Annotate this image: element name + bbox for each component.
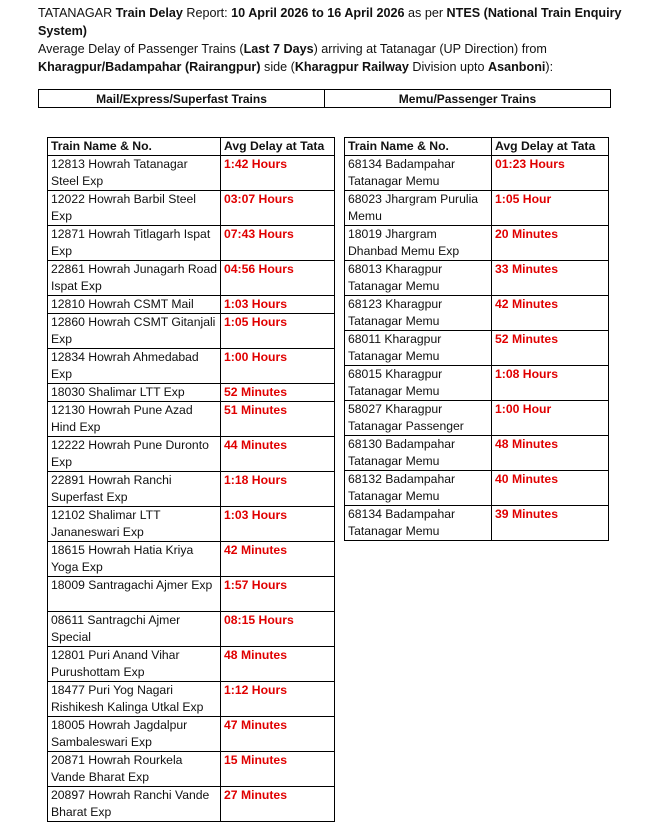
- train-name-cell: 68013 Kharagpur Tatanagar Memu: [345, 261, 492, 296]
- avg-delay-cell: 1:05 Hours: [221, 314, 335, 349]
- train-name-cell: 18030 Shalimar LTT Exp: [48, 384, 221, 402]
- avg-delay-cell: 1:42 Hours: [221, 156, 335, 191]
- table-row: [48, 349, 335, 384]
- intro-text: side (: [260, 60, 295, 74]
- train-name-cell: 08611 Santragchi Ajmer Special: [48, 612, 221, 647]
- intro-text: TATANAGAR: [38, 6, 116, 20]
- intro-text: ):: [545, 60, 554, 74]
- table-row: [48, 226, 335, 261]
- train-name-cell: 12810 Howrah CSMT Mail: [48, 296, 221, 314]
- table-row: [48, 261, 335, 296]
- table-row: [345, 471, 609, 506]
- table-row: [48, 296, 335, 314]
- avg-delay-cell: 42 Minutes: [492, 296, 609, 331]
- intro-text: ) arriving at Tatanagar (UP Direction) from: [313, 42, 547, 56]
- train-name-cell: 18615 Howrah Hatia Kriya Yoga Exp: [48, 542, 221, 577]
- train-name-cell: 68023 Jhargram Purulia Memu: [345, 191, 492, 226]
- train-name-cell: 12871 Howrah Titlagarh Ispat Exp: [48, 226, 221, 261]
- table-row: [48, 752, 335, 787]
- avg-delay-cell: 1:05 Hour: [492, 191, 609, 226]
- category-mail-express: Mail/Express/Superfast Trains: [39, 90, 325, 108]
- train-name-cell: 22861 Howrah Junagarh Road Ispat Exp: [48, 261, 221, 296]
- train-name-cell: 12834 Howrah Ahmedabad Exp: [48, 349, 221, 384]
- train-name-cell: 12860 Howrah CSMT Gitanjali Exp: [48, 314, 221, 349]
- train-name-cell: 20897 Howrah Ranchi Vande Bharat Exp: [48, 787, 221, 822]
- train-name-cell: 68123 Kharagpur Tatanagar Memu: [345, 296, 492, 331]
- avg-delay-cell: 1:00 Hours: [221, 349, 335, 384]
- avg-delay-cell: 08:15 Hours: [221, 612, 335, 647]
- category-memu-passenger: Memu/Passenger Trains: [325, 90, 611, 108]
- table-row: [48, 682, 335, 717]
- intro-bold: Kharagpur Railway: [294, 60, 409, 74]
- train-name-cell: 18005 Howrah Jagdalpur Sambaleswari Exp: [48, 717, 221, 752]
- table-row: [345, 506, 609, 541]
- report-intro: [38, 4, 638, 76]
- category-header-table: [38, 89, 611, 108]
- train-name-cell: 12813 Howrah Tatanagar Steel Exp: [48, 156, 221, 191]
- train-name-cell: 68134 Badampahar Tatanagar Memu: [345, 506, 492, 541]
- intro-bold: NTES (National Train Enquiry System): [38, 6, 622, 38]
- intro-text: Division upto: [408, 60, 489, 74]
- train-name-cell: 68015 Kharagpur Tatanagar Memu: [345, 366, 492, 401]
- avg-delay-cell: 04:56 Hours: [221, 261, 335, 296]
- avg-delay-cell: 48 Minutes: [221, 647, 335, 682]
- train-name-cell: 12130 Howrah Pune Azad Hind Exp: [48, 402, 221, 437]
- avg-delay-cell: 1:00 Hour: [492, 401, 609, 436]
- intro-text: as per: [404, 6, 447, 20]
- avg-delay-cell: 52 Minutes: [221, 384, 335, 402]
- table-row: [48, 156, 335, 191]
- avg-delay-cell: 01:23 Hours: [492, 156, 609, 191]
- table-row: [48, 612, 335, 647]
- train-name-cell: 12801 Puri Anand Vihar Purushottam Exp: [48, 647, 221, 682]
- table-row: [345, 331, 609, 366]
- table-row: [345, 401, 609, 436]
- avg-delay-cell: 15 Minutes: [221, 752, 335, 787]
- intro-bold: Last 7 Days: [243, 42, 314, 56]
- avg-delay-cell: 07:43 Hours: [221, 226, 335, 261]
- table-row: [48, 402, 335, 437]
- table-row: [48, 472, 335, 507]
- table-row: [48, 647, 335, 682]
- table-row: [345, 156, 609, 191]
- table-row: [48, 191, 335, 226]
- avg-delay-cell: 1:03 Hours: [221, 296, 335, 314]
- avg-delay-cell: 52 Minutes: [492, 331, 609, 366]
- table-row: [345, 366, 609, 401]
- train-name-cell: 12222 Howrah Pune Duronto Exp: [48, 437, 221, 472]
- train-name-cell: 18009 Santragachi Ajmer Exp: [48, 577, 221, 612]
- avg-delay-cell: 51 Minutes: [221, 402, 335, 437]
- table-row: [48, 314, 335, 349]
- avg-delay-cell: 47 Minutes: [221, 717, 335, 752]
- table-row: [48, 384, 335, 402]
- train-name-cell: 68130 Badampahar Tatanagar Memu: [345, 436, 492, 471]
- table-row: [345, 436, 609, 471]
- train-name-cell: 68132 Badampahar Tatanagar Memu: [345, 471, 492, 506]
- avg-delay-cell: 48 Minutes: [492, 436, 609, 471]
- train-name-cell: 12022 Howrah Barbil Steel Exp: [48, 191, 221, 226]
- train-name-cell: 18477 Puri Yog Nagari Rishikesh Kalinga Utkal Exp: [48, 682, 221, 717]
- table-row: [345, 261, 609, 296]
- table-row: [345, 191, 609, 226]
- intro-bold: Asanboni: [488, 60, 546, 74]
- table-row: [48, 542, 335, 577]
- avg-delay-cell: 1:08 Hours: [492, 366, 609, 401]
- column-header-avg-delay: Avg Delay at Tata: [221, 138, 335, 156]
- column-header-train-name: Train Name & No.: [48, 138, 221, 156]
- avg-delay-cell: 39 Minutes: [492, 506, 609, 541]
- intro-text: Average Delay of Passenger Trains (: [38, 42, 244, 56]
- intro-bold: Train Delay: [115, 6, 183, 20]
- memu-passenger-table: [344, 137, 609, 541]
- avg-delay-cell: 33 Minutes: [492, 261, 609, 296]
- avg-delay-cell: 40 Minutes: [492, 471, 609, 506]
- mail-express-table: [47, 137, 335, 822]
- avg-delay-cell: 44 Minutes: [221, 437, 335, 472]
- table-row: [345, 226, 609, 261]
- train-name-cell: 58027 Kharagpur Tatanagar Passenger: [345, 401, 492, 436]
- train-name-cell: 12102 Shalimar LTT Jananeswari Exp: [48, 507, 221, 542]
- table-row: [48, 577, 335, 612]
- avg-delay-cell: 1:18 Hours: [221, 472, 335, 507]
- avg-delay-cell: 42 Minutes: [221, 542, 335, 577]
- table-row: [48, 507, 335, 542]
- column-header-train-name: Train Name & No.: [345, 138, 492, 156]
- train-name-cell: 20871 Howrah Rourkela Vande Bharat Exp: [48, 752, 221, 787]
- train-name-cell: 68011 Kharagpur Tatanagar Memu: [345, 331, 492, 366]
- report-date-range: 10 April 2026 to 16 April 2026: [231, 6, 405, 20]
- avg-delay-cell: 1:12 Hours: [221, 682, 335, 717]
- avg-delay-cell: 1:03 Hours: [221, 507, 335, 542]
- avg-delay-cell: 1:57 Hours: [221, 577, 335, 612]
- column-header-avg-delay: Avg Delay at Tata: [492, 138, 609, 156]
- intro-text: Report:: [182, 6, 232, 20]
- train-name-cell: 68134 Badampahar Tatanagar Memu: [345, 156, 492, 191]
- table-row: [345, 296, 609, 331]
- avg-delay-cell: 27 Minutes: [221, 787, 335, 822]
- table-row: [48, 717, 335, 752]
- intro-bold: Kharagpur/Badampahar (Rairangpur): [38, 60, 261, 74]
- avg-delay-cell: 03:07 Hours: [221, 191, 335, 226]
- avg-delay-cell: 20 Minutes: [492, 226, 609, 261]
- table-row: [48, 787, 335, 822]
- table-row: [48, 437, 335, 472]
- train-name-cell: 22891 Howrah Ranchi Superfast Exp: [48, 472, 221, 507]
- train-name-cell: 18019 Jhargram Dhanbad Memu Exp: [345, 226, 492, 261]
